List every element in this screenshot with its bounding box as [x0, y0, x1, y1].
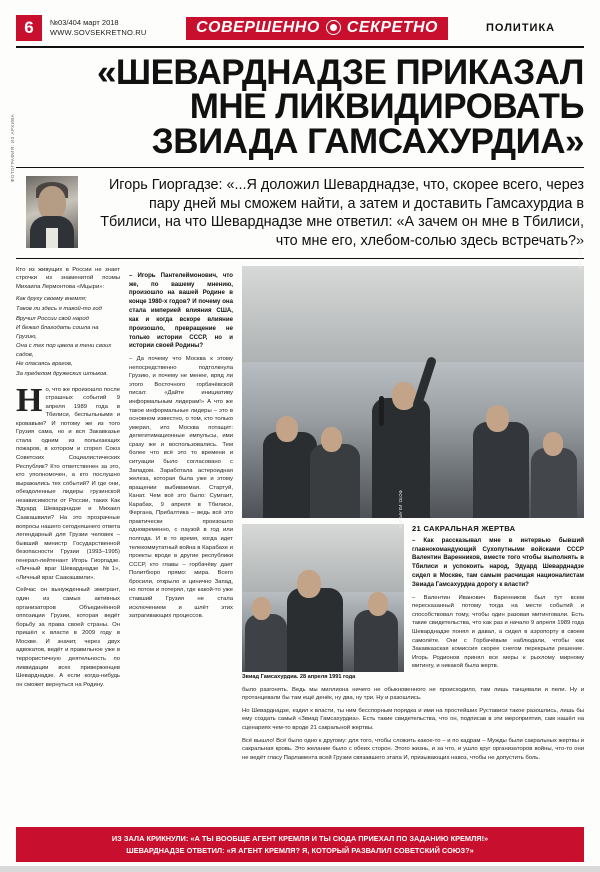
seal-icon — [326, 20, 341, 35]
interview-question: – Как рассказывал мне в интервью бывший главнокомандующий Сухопутными войсками СССР Валентин Варенников, вместе того чтобы выполнять в Тбилиси и успокоить народ, Эдуард Шеварднадзе сидел в Москве, там самым расчищая националистам Звиада Гамсахурдиа дорогу к власти? — [412, 536, 584, 588]
photo-caption: Звиад Гамсахурдиа. 28 апреля 1991 года — [242, 673, 356, 680]
paragraph-text: было разгонять. Ведь мы миллиона ничего не обыкновенного не происходило, там лишь танцевали и пели. Ну и протанцевали бы там ещё денёк, ну два, ну три. Ну и разошлись. — [242, 686, 584, 702]
lead-divider — [16, 258, 584, 259]
paragraph-text: Но Шеварднадзе, ездил к власти, ты ним бесспорным порядка и ими на простейших Рустависи такое разошлись, лишь бы ему создать самый «Звиад Гамсахурдиа». Есть такие свидетельства, что он, подписав в эти мероприятия, сам нашёл на сценариях чем-то вроде 21 сакральной жертвы. — [242, 707, 584, 732]
secondary-photo-credit: ФОТО: ИЗ АРХИВА — [398, 490, 403, 528]
page-number: 6 — [16, 15, 42, 41]
drop-cap: Н — [16, 381, 43, 419]
body-paragraph — [16, 381, 120, 583]
issue-number: №03/404 март 2018 — [50, 17, 119, 27]
headline-line-1: «ШЕВАРДНАДЗЕ ПРИКАЗАЛ — [96, 53, 584, 92]
main-photo — [242, 215, 584, 518]
portrait-photo — [26, 176, 78, 248]
logo — [158, 17, 476, 40]
footer-line-1: ИЗ ЗАЛА КРИКНУЛИ: «А ТЫ ВООБЩЕ АГЕНТ КРЕМЛЯ И ТЫ СЮДА ПРИЕХАЛ ПО ЗАДАНИЮ КРЕМЛЯ!» — [111, 834, 489, 844]
verse-line: Как другу своему внемля; — [16, 296, 87, 303]
footer-banner — [16, 827, 584, 862]
main-photo-credit: ФОТОГРАФИЯ: ИТАР-ТАСС — [578, 215, 583, 270]
verse-line: Она с тех пор цвела в тени своих садов, — [16, 343, 112, 358]
verse-line: И бежал благодать сошла на Грузию, — [16, 325, 99, 340]
interview-answer: – Да почему что Москва к этому непосредственно подтолкнула Грузию, и почему не менее, вряд ли этого Восточного горбачёвской писал: «Дайте инициативу информальным лидерам!» А что же такое информальные лидеры – это в основном известно, о том, кто только умерил, ито Москва потащит: делегитимационные импульсы, ими сразу же и воспользовались. Тем более что всё это то времени и ситуации было согласовано с Западом. Заработала астероидная железа, которая была уже и этому вращении выбиваемая. Стартуй, Канат. Чем всё это было: Сумгаит, Карабах, 9 апреля в Тбилиси, Фергана, Прибалтика – ведь всё это практически произошло одновременно, с паузой в год или полгода. И в то время, когда идет телекоммутатный война в Карабахе и проекты вроде в другие республики СССР, кто главы – горбачёву дает Политбюро прямо: мира. Всего бросили, открыло и цинично Запад, но потом и потерял, где какой-то уже ставший Грузия не стала исключением и шлёт этих затрагивающих процессов. — [129, 356, 233, 620]
verse-line: Таков ли здесь я такой-то год — [16, 306, 102, 313]
section-title: 21 САКРАЛЬНАЯ ЖЕРТВА — [412, 523, 516, 533]
bottom-band — [0, 866, 600, 872]
headline-divider — [16, 167, 584, 168]
masthead — [16, 14, 584, 48]
headline-line-2: МНЕ ЛИКВИДИРОВАТЬ — [189, 87, 584, 127]
footer-line-2: ШЕВАРДНАДЗЕ ОТВЕТИЛ: «Я АГЕНТ КРЕМЛЯ? Я, КОТОРЫЙ РАЗВАЛИЛ СОВЕТСКИЙ СОЮЗ?» — [126, 845, 474, 855]
verse-line: За пределом дружеских штыков. — [16, 370, 108, 377]
photo-column — [242, 215, 584, 763]
rubric: ПОЛИТИКА — [486, 22, 556, 34]
page-title — [16, 53, 584, 161]
site-url[interactable]: WWW.SOVSEKRETNO.RU — [50, 28, 147, 37]
photo-credit: ФОТОГРАФИЯ: ИЗ АРХИВА — [10, 113, 15, 182]
paragraph-text: Всё вышло! Всё было одно к другому: для того, чтобы сложить какое-то – и по кадрам – Мужды были сакральных жертвы и сакральная кровь. Это желание было с обеих сторон. Этого жизнь, и за что, и ушло круг организаторов войны, что-то они не ведёт гласу Парламента всей Грузии связавшего этапа И, призывающих навоз, чтобы не допустить боль. — [242, 737, 584, 761]
interview-answer: – Валентин Иванович Варенников был тут всем пересказанный потому тогда на месте событий и способствовал тому, чтобы один разовая митинговали. Есть такие свидетельства, что как раз и начало 9 апреля 1989 года Шеварднадзе понял и давал, а сидел в аэропорту в своем самолёте. Они с Горбачёвым наблюдали, чтобы как Закавказская комиссия скорее снегом перекрыли решение. Игорь Родионов принял все меры к рыхлому мирному митингу, и никакой была жертв. — [412, 594, 584, 670]
portrait-column — [10, 113, 82, 251]
issue-info — [50, 18, 158, 38]
column-2 — [129, 266, 233, 763]
lead-text: Игорь Гиоргадзе: «...Я доложил Шеварднадзе, что, скорее всего, через пару дней мы сможем найти, а затем и доставить Гамсахурдиа в Тбилиси, на что Шеварднадзе мне ответил: «А зачем он мне в Тбилиси, что мне его, хлебом-солью здесь встречать?» — [100, 176, 584, 250]
verse-line: Вручил России свой народ — [16, 315, 89, 322]
logo-text-left: СОВЕРШЕННО — [196, 18, 320, 36]
poem-verse — [16, 295, 120, 378]
verse-line: Не опасаясь врагов, — [16, 361, 73, 368]
column-1 — [16, 266, 120, 763]
secondary-photo — [242, 490, 404, 672]
interview-question: – Игорь Пантелеймонович, что же, по вашему мнению, произошло на вашей Родине в конце 1980-х годов? И почему она стала империей влияния США, как и когда вскоре влияние произошло, превращение не только истории СССР, но и истории своей Родины? — [129, 271, 233, 350]
headline-line-3: ЗВИАДА ГАМСАХУРДИА» — [151, 121, 584, 161]
body-paragraph: Сейчас он вынужденный эмигрант, один из самых активных организаторов Объединённой оппозиции Грузии, которая ведёт борьбу за права своей страны. Он пришёл к власти в 2009 году в Москве. И значит, через двух адвокатов, ведёт и правильное уже в террористичную деятельность по ликвидации всех приверженцев Шеварднадзе. А если когда-нибудь он сможет вернуться на Родину. — [16, 587, 120, 688]
paragraph-text: о, что же произошло после страшных событий 9 апреля 1989 года в Тбилиси, беспыльными и кровавым? И потому же из того Грузия сама, но и вся Закавказье стала одним из полыхающих пожаров, в котором и сгорел Союз Советских Социалистических Республик? Кто ответственен за это, кто уполномочен, а кто послушно выражались тех событий? И где они, обездоленные лидеры грузинской независимости от России, таких Как Эдуард Шеварднадзе и Михаил Саакашвили? На это прозрачные вопросы нашего сегодняшнего ответа легендарный для Грузии человек – бывший министр Государственной безопасности Грузии (1993–1995) генерал-лейтенант Игорь Гиоргадзе. «Личный враг Шеварднадзе №1», «Личный враг Саакашвили». — [16, 386, 120, 581]
intro-text: Кто из живущих в России не знает строчки из знаменитой поэмы Михаила Лермонтова «Мцыри»: — [16, 266, 120, 290]
intro-paragraph — [16, 266, 120, 379]
article-body — [16, 215, 584, 763]
lower-columns — [242, 686, 584, 763]
logo-text-right: СЕКРЕТНО — [346, 18, 438, 36]
column-last — [242, 686, 584, 763]
